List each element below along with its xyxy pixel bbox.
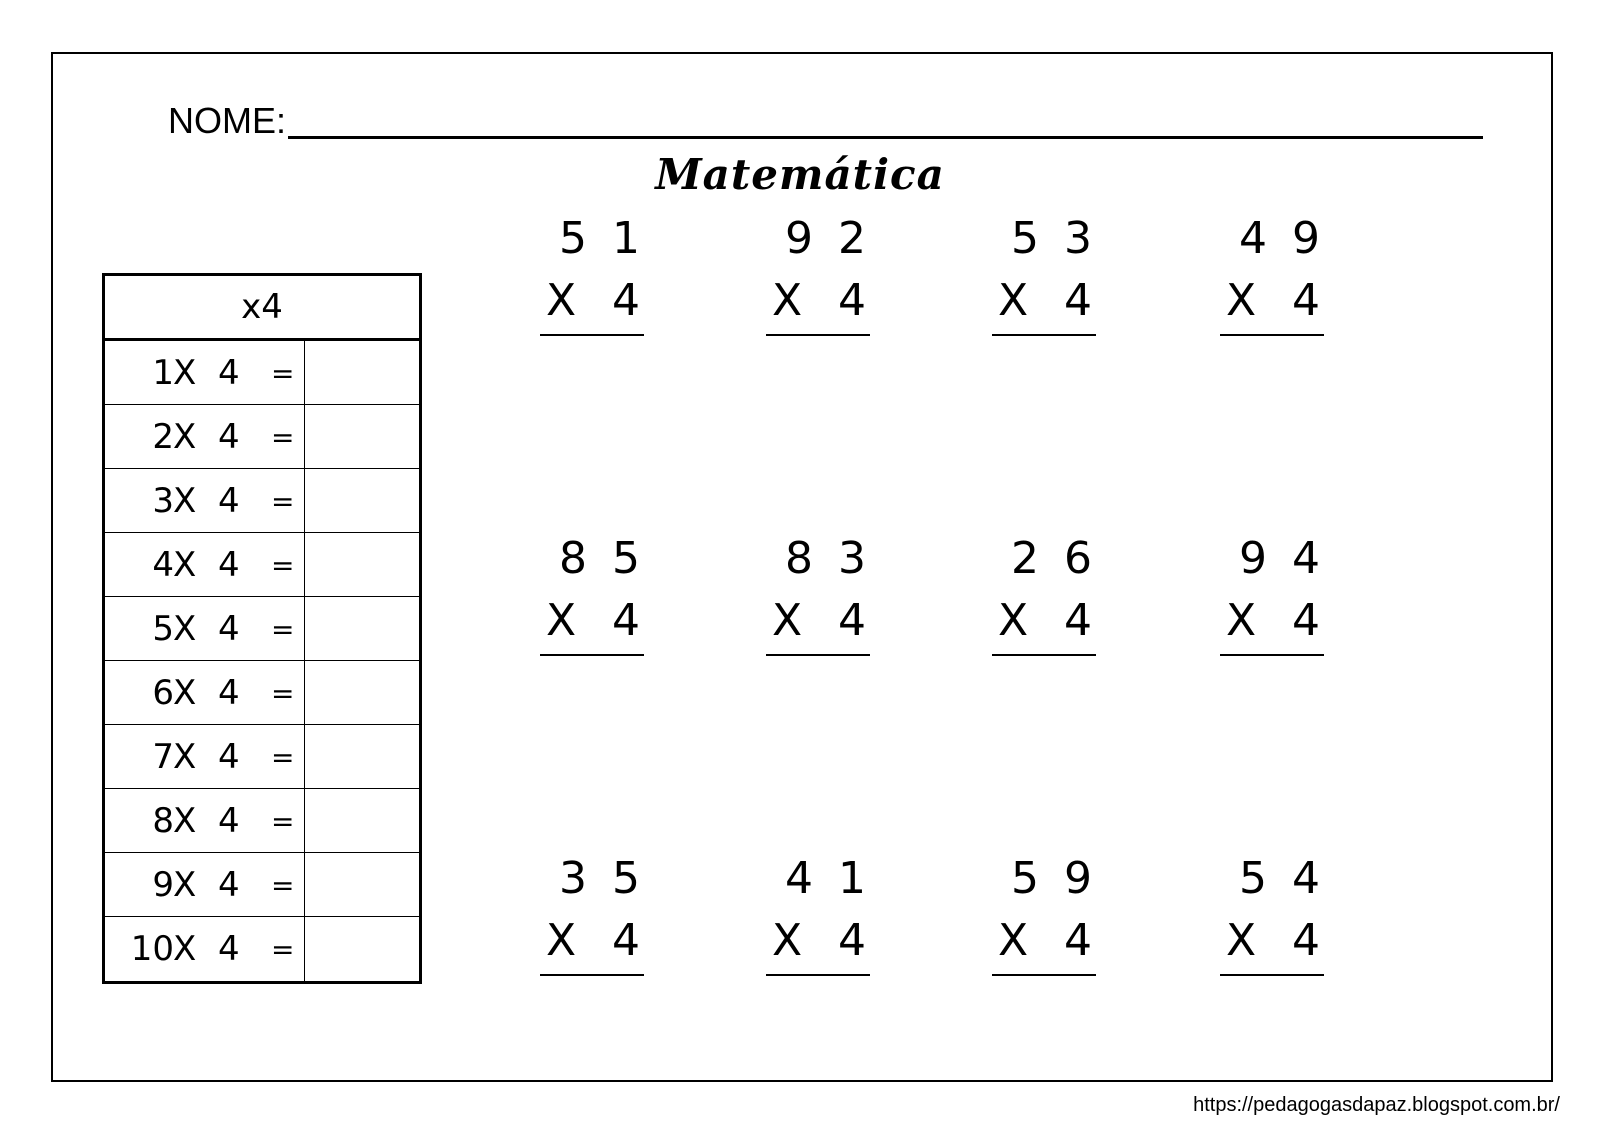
answer-cell[interactable] [305, 469, 419, 532]
tens-digit: 5 [559, 213, 587, 264]
multiplier: 4 [1292, 275, 1320, 326]
table-question [105, 725, 305, 788]
answer-line[interactable] [992, 654, 1096, 656]
table-title: x4 [105, 276, 419, 341]
multiplier: 4 [1292, 915, 1320, 966]
multiplier: 4 [218, 609, 240, 649]
multiplier: 4 [218, 737, 240, 777]
equals-sign: = [271, 549, 295, 582]
multiplier: 4 [218, 673, 240, 713]
table-question [105, 469, 305, 532]
answer-cell[interactable] [305, 405, 419, 468]
table-row [105, 789, 419, 853]
times-sign: X [546, 595, 577, 646]
units-digit: 5 [612, 853, 640, 904]
equals-sign: = [271, 421, 295, 454]
answer-line[interactable] [766, 654, 870, 656]
times-sign: X [772, 275, 803, 326]
times-sign: X [173, 481, 197, 521]
multiplicand: 7 [152, 737, 174, 777]
answer-line[interactable] [766, 334, 870, 336]
units-digit: 4 [1292, 533, 1320, 584]
equals-sign: = [271, 933, 295, 966]
times-sign: X [173, 929, 197, 969]
times-sign: X [173, 737, 197, 777]
answer-line[interactable] [540, 974, 644, 976]
multiplier: 4 [218, 865, 240, 905]
table-row [105, 725, 419, 789]
answer-line[interactable] [540, 334, 644, 336]
times-sign: X [998, 595, 1029, 646]
equals-sign: = [271, 869, 295, 902]
times-sign: X [1226, 275, 1257, 326]
times-sign: X [1226, 595, 1257, 646]
answer-cell[interactable] [305, 661, 419, 724]
units-digit: 6 [1064, 533, 1092, 584]
answer-cell[interactable] [305, 853, 419, 916]
subject-title: Matemática [655, 150, 945, 199]
table-question [105, 661, 305, 724]
multiplier: 4 [218, 481, 240, 521]
tens-digit: 9 [1239, 533, 1267, 584]
answer-cell[interactable] [305, 341, 419, 404]
table-question [105, 597, 305, 660]
multiplier: 4 [218, 801, 240, 841]
equals-sign: = [271, 485, 295, 518]
multiplicand: 5 [152, 609, 174, 649]
multiplicand: 4 [152, 545, 174, 585]
answer-line[interactable] [766, 974, 870, 976]
times-sign: X [173, 417, 197, 457]
table-question [105, 853, 305, 916]
times-sign: X [173, 865, 197, 905]
multiplicand: 3 [152, 481, 174, 521]
name-field-line[interactable] [288, 136, 1483, 139]
times-sign: X [998, 915, 1029, 966]
answer-line[interactable] [1220, 334, 1324, 336]
times-sign: X [173, 673, 197, 713]
multiplier: 4 [218, 353, 240, 393]
equals-sign: = [271, 741, 295, 774]
answer-line[interactable] [1220, 974, 1324, 976]
table-row [105, 597, 419, 661]
times-sign: X [772, 595, 803, 646]
tens-digit: 8 [785, 533, 813, 584]
multiplicand: 6 [152, 673, 174, 713]
answer-cell[interactable] [305, 725, 419, 788]
table-row [105, 405, 419, 469]
table-row [105, 469, 419, 533]
table-row [105, 917, 419, 981]
multiplier: 4 [1064, 915, 1092, 966]
equals-sign: = [271, 677, 295, 710]
multiplier: 4 [838, 915, 866, 966]
table-row [105, 341, 419, 405]
multiplier: 4 [612, 915, 640, 966]
multiplier: 4 [218, 545, 240, 585]
tens-digit: 5 [1011, 213, 1039, 264]
answer-cell[interactable] [305, 789, 419, 852]
multiplier: 4 [1064, 275, 1092, 326]
name-label: NOME: [168, 100, 287, 141]
times-sign: X [998, 275, 1029, 326]
times-sign: X [173, 801, 197, 841]
answer-line[interactable] [540, 654, 644, 656]
table-row [105, 853, 419, 917]
tens-digit: 9 [785, 213, 813, 264]
multiplier: 4 [612, 275, 640, 326]
times-sign: X [173, 545, 197, 585]
table-row [105, 661, 419, 725]
equals-sign: = [271, 357, 295, 390]
times-sign: X [546, 275, 577, 326]
multiplicand: 8 [152, 801, 174, 841]
table-question [105, 533, 305, 596]
multiplicand: 2 [152, 417, 174, 457]
multiplier: 4 [1292, 595, 1320, 646]
table-question [105, 789, 305, 852]
units-digit: 1 [838, 853, 866, 904]
table-question [105, 405, 305, 468]
tens-digit: 5 [1011, 853, 1039, 904]
multiplier: 4 [218, 417, 240, 457]
tens-digit: 4 [1239, 213, 1267, 264]
units-digit: 3 [1064, 213, 1092, 264]
units-digit: 4 [1292, 853, 1320, 904]
answer-line[interactable] [992, 334, 1096, 336]
answer-cell[interactable] [305, 597, 419, 660]
multiplier: 4 [838, 275, 866, 326]
multiplier: 4 [838, 595, 866, 646]
table-question [105, 917, 305, 981]
multiplier: 4 [1064, 595, 1092, 646]
times-sign: X [546, 915, 577, 966]
name-row [168, 101, 1483, 141]
times-sign: X [173, 609, 197, 649]
multiplication-table [102, 273, 422, 984]
multiplicand: 9 [152, 865, 174, 905]
multiplier: 4 [218, 929, 240, 969]
units-digit: 5 [612, 533, 640, 584]
multiplicand: 10 [130, 929, 174, 969]
times-sign: X [173, 353, 197, 393]
table-question [105, 341, 305, 404]
units-digit: 9 [1292, 213, 1320, 264]
tens-digit: 2 [1011, 533, 1039, 584]
answer-line[interactable] [992, 974, 1096, 976]
times-sign: X [1226, 915, 1257, 966]
units-digit: 1 [612, 213, 640, 264]
tens-digit: 4 [785, 853, 813, 904]
tens-digit: 3 [559, 853, 587, 904]
tens-digit: 8 [559, 533, 587, 584]
answer-cell[interactable] [305, 917, 419, 981]
answer-line[interactable] [1220, 654, 1324, 656]
multiplicand: 1 [152, 353, 174, 393]
equals-sign: = [271, 613, 295, 646]
multiplier: 4 [612, 595, 640, 646]
answer-cell[interactable] [305, 533, 419, 596]
times-sign: X [772, 915, 803, 966]
tens-digit: 5 [1239, 853, 1267, 904]
equals-sign: = [271, 805, 295, 838]
units-digit: 9 [1064, 853, 1092, 904]
footer-url: https://pedagogasdapaz.blogspot.com.br/ [1193, 1094, 1560, 1116]
units-digit: 3 [838, 533, 866, 584]
table-row [105, 533, 419, 597]
units-digit: 2 [838, 213, 866, 264]
